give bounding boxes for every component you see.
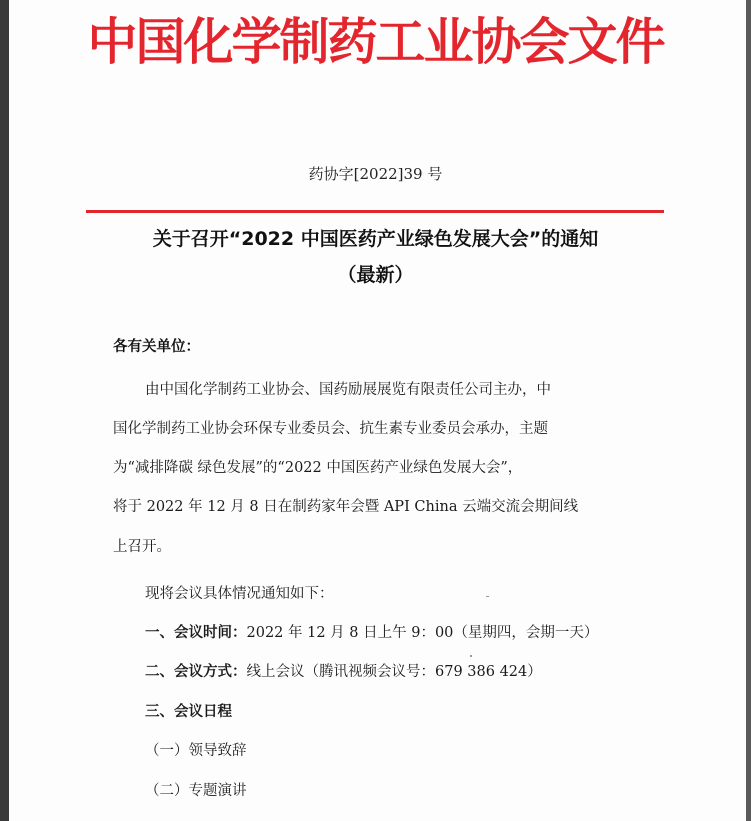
body-line-5: 上召开。 — [113, 539, 171, 555]
body-line-2: 国化学制药工业协会环保专业委员会、抗生素专业委员会承办，主题 — [113, 421, 548, 437]
scan-edge-left — [0, 0, 9, 821]
item-meeting-time — [145, 623, 598, 643]
scan-speck — [486, 596, 489, 597]
agenda-subitem-1: （一）领导致辞 — [145, 743, 247, 759]
body-line-6: 现将会议具体情况通知如下： — [145, 586, 334, 602]
body-line-4: 将于 2022 年 12 月 8 日在制药家年会暨 API China 云端交流会期间线 — [113, 499, 579, 515]
notice-title-line-2: （最新） — [337, 264, 414, 286]
item-value: 2022 年 12 月 8 日上午 9：00（星期四，会期一天） — [246, 625, 599, 641]
item-meeting-agenda — [145, 702, 232, 722]
body-line-3: 为“减排降碳 绿色发展”的“2022 中国医药产业绿色发展大会”， — [113, 460, 523, 476]
document-number: 药协字[2022]39 号 — [308, 165, 443, 183]
notice-title-line-1: 关于召开“2022 中国医药产业绿色发展大会”的通知 — [152, 228, 599, 250]
item-label: 二、会议方式： — [145, 664, 247, 680]
body-line-1: 由中国化学制药工业协会、国药励展展览有限责任公司主办，中 — [145, 382, 551, 398]
item-meeting-method — [145, 662, 542, 682]
agenda-subitem-2: （二）专题演讲 — [145, 783, 247, 799]
scan-edge-right — [746, 0, 751, 821]
red-divider-line — [86, 210, 664, 213]
item-label: 三、会议日程 — [145, 704, 232, 720]
scan-speck — [470, 655, 472, 657]
item-value: 线上会议（腾讯视频会议号：679 386 424） — [246, 664, 542, 680]
salutation: 各有关单位： — [113, 339, 200, 355]
masthead-title: 中国化学制药工业协会文件 — [87, 13, 664, 71]
item-label: 一、会议时间： — [145, 625, 247, 641]
